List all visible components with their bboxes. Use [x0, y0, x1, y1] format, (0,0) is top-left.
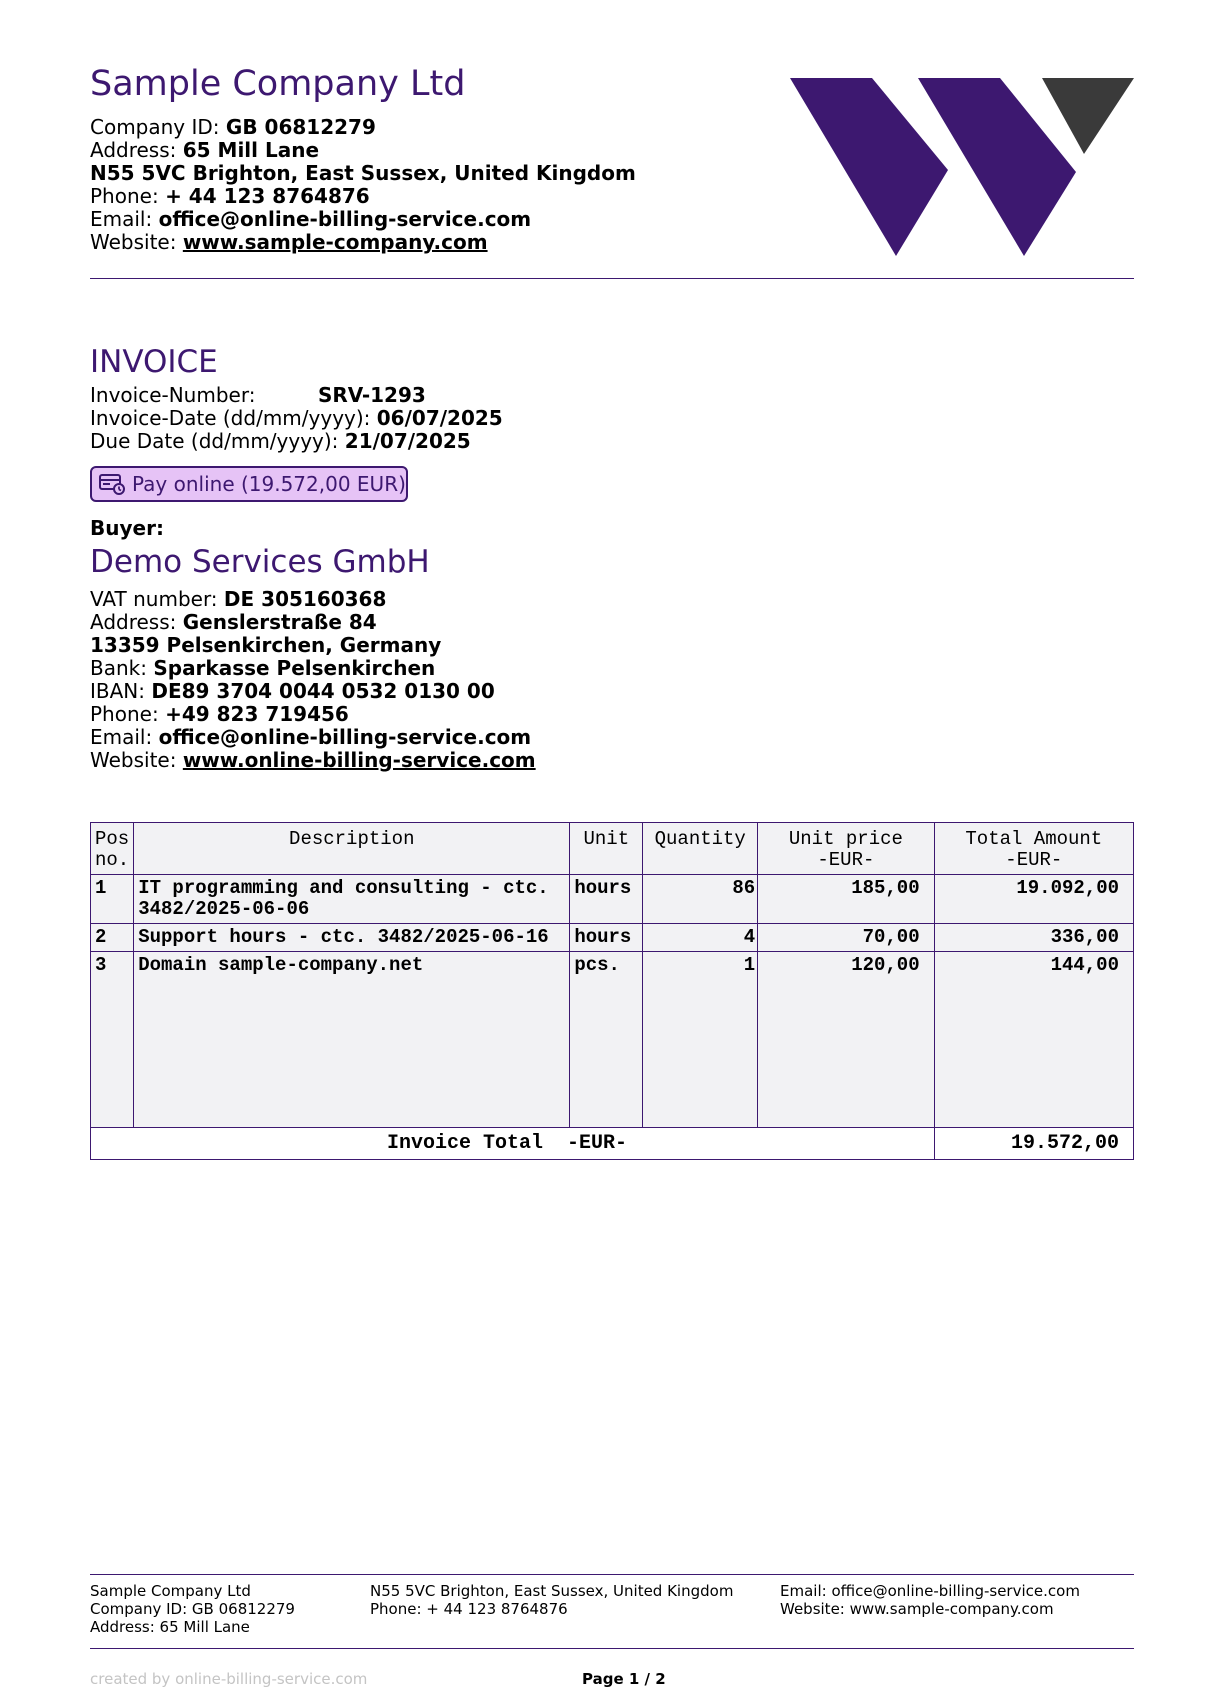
payment-card-icon: [98, 472, 126, 496]
seller-website-link[interactable]: www.sample-company.com: [182, 230, 488, 254]
footer-company-column: Sample Company Ltd Company ID: GB 06812279 Address: 65 Mill Lane: [90, 1582, 295, 1636]
buyer-details: [90, 588, 536, 772]
footer-contact-column: Email: office@online-billing-service.com Website: www.sample-company.com: [780, 1582, 1080, 1618]
footer-divider-bottom: [90, 1648, 1134, 1649]
buyer-email-line: Email: office@online-billing-service.com: [90, 725, 532, 749]
line-items-table: [90, 822, 1134, 1160]
buyer-website-line: Website: www.online-billing-service.com: [90, 748, 536, 772]
header-unit-price: Unit price -EUR-: [758, 823, 934, 875]
buyer-vat-line: VAT number: DE 305160368: [90, 587, 387, 611]
invoice-date: 06/07/2025: [376, 406, 503, 430]
page-indicator: Page 1 / 2: [582, 1670, 666, 1688]
row-unit: pcs.: [570, 952, 643, 1128]
seller-address-line2: N55 5VC Brighton, East Sussex, United Kingdom: [90, 161, 636, 185]
row-unit: hours: [570, 924, 643, 952]
footer-divider-top: [90, 1574, 1134, 1575]
invoice-due-date: 21/07/2025: [344, 429, 471, 453]
buyer-address-line2: 13359 Pelsenkirchen, Germany: [90, 633, 442, 657]
pay-online-label: Pay online (19.572,00 EUR): [132, 472, 406, 496]
buyer-iban-line: IBAN: DE89 3704 0044 0532 0130 00: [90, 679, 495, 703]
invoice-meta: [90, 384, 503, 453]
table-row: [91, 924, 1134, 952]
row-quantity: 86: [643, 875, 758, 924]
row-pos: 1: [91, 875, 134, 924]
row-total: 336,00: [934, 924, 1133, 952]
seller-details: [90, 116, 636, 254]
invoice-total-value: 19.572,00: [934, 1128, 1133, 1160]
footer-address-column: N55 5VC Brighton, East Sussex, United Kingdom Phone: + 44 123 8764876: [370, 1582, 734, 1618]
seller-website-line: Website: www.sample-company.com: [90, 230, 488, 254]
row-quantity: 1: [643, 952, 758, 1128]
buyer-name: Demo Services GmbH: [90, 544, 430, 580]
table-row: [91, 875, 1134, 924]
invoice-total-label: Invoice Total -EUR-: [91, 1128, 935, 1160]
row-total: 19.092,00: [934, 875, 1133, 924]
header-pos: Pos no.: [91, 823, 134, 875]
buyer-website-link[interactable]: www.online-billing-service.com: [182, 748, 536, 772]
row-description: Support hours - ctc. 3482/2025-06-16: [134, 924, 570, 952]
logo-corner-triangle: [1042, 78, 1134, 154]
row-unit-price: 70,00: [758, 924, 934, 952]
row-description: IT programming and consulting - ctc. 3482/2025-06-06: [134, 875, 570, 924]
table-row: [91, 952, 1134, 1128]
seller-email-line: Email: office@online-billing-service.com: [90, 207, 532, 231]
row-unit-price: 120,00: [758, 952, 934, 1128]
buyer-phone-line: Phone: +49 823 719456: [90, 702, 349, 726]
pay-online-button[interactable]: [90, 466, 408, 502]
row-description: Domain sample-company.net: [134, 952, 570, 1128]
seller-name: Sample Company Ltd: [90, 64, 466, 104]
row-quantity: 4: [643, 924, 758, 952]
row-pos: 3: [91, 952, 134, 1128]
header-quantity: Quantity: [643, 823, 758, 875]
header-description: Description: [134, 823, 570, 875]
created-by-note: created by online-billing-service.com: [90, 1670, 368, 1688]
seller-company-id-line: Company ID: GB 06812279: [90, 115, 376, 139]
invoice-title: INVOICE: [90, 344, 218, 380]
buyer-address-line: Address: Genslerstraße 84: [90, 610, 377, 634]
row-pos: 2: [91, 924, 134, 952]
header-divider: [90, 278, 1134, 279]
company-logo: [790, 78, 1134, 256]
invoice-date-row: Invoice-Date (dd/mm/yyyy): 06/07/2025: [90, 406, 503, 430]
header-total-amount: Total Amount -EUR-: [934, 823, 1133, 875]
header-unit: Unit: [570, 823, 643, 875]
table-header-row: [91, 823, 1134, 875]
seller-address-line: Address: 65 Mill Lane: [90, 138, 320, 162]
invoice-number-row: Invoice-Number: SRV-1293: [90, 383, 426, 407]
invoice-total-row: [91, 1128, 1134, 1160]
logo-left-stroke: [790, 78, 948, 256]
buyer-bank-line: Bank: Sparkasse Pelsenkirchen: [90, 656, 436, 680]
seller-phone-line: Phone: + 44 123 8764876: [90, 184, 370, 208]
row-unit-price: 185,00: [758, 875, 934, 924]
invoice-due-row: Due Date (dd/mm/yyyy): 21/07/2025: [90, 429, 471, 453]
invoice-number: SRV-1293: [318, 383, 426, 407]
row-total: 144,00: [934, 952, 1133, 1128]
row-unit: hours: [570, 875, 643, 924]
buyer-label: Buyer:: [90, 516, 164, 540]
